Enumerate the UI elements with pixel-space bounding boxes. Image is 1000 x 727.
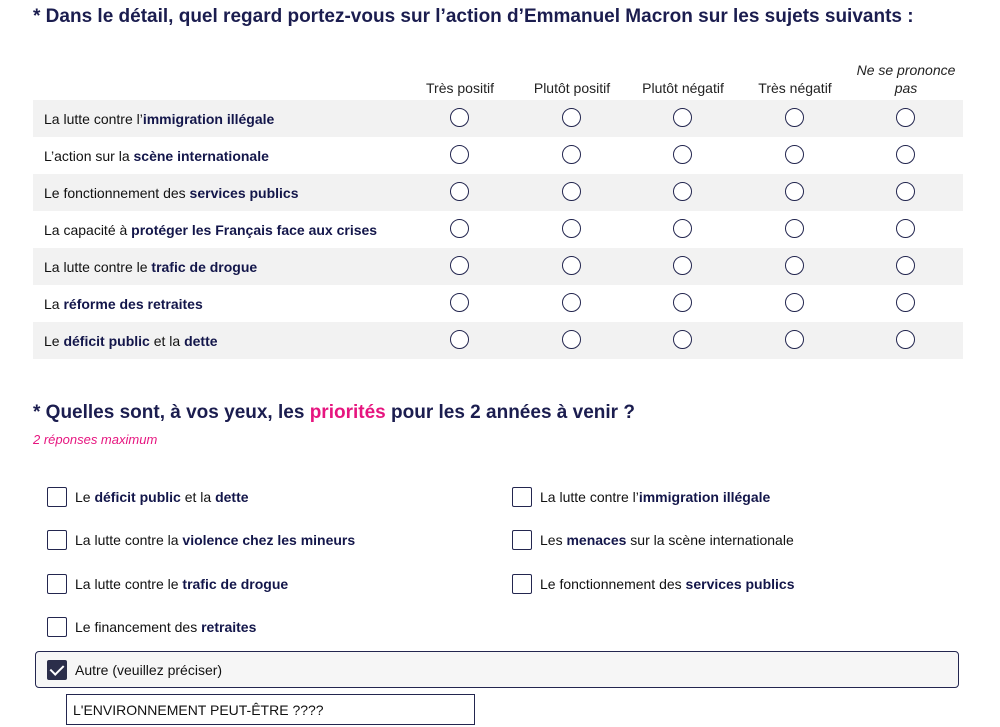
option-financement-retraites[interactable]	[47, 615, 256, 639]
column-header-ne-se-prononce-pas: Ne se prononce pas	[856, 62, 956, 96]
option-menaces-internationales[interactable]	[512, 528, 794, 552]
radio-plutot-positif[interactable]	[562, 219, 581, 238]
radio-tres-positif[interactable]	[450, 145, 469, 164]
radio-tres-negatif[interactable]	[785, 256, 804, 275]
option-label: Le déficit public et la dette	[75, 489, 249, 505]
radio-plutot-positif[interactable]	[562, 108, 581, 127]
option-trafic-drogue[interactable]	[47, 572, 288, 596]
checkbox-checked[interactable]	[47, 660, 67, 680]
option-autre[interactable]	[47, 658, 222, 682]
option-violence-mineurs[interactable]	[47, 528, 355, 552]
column-header-plutot-negatif: Plutôt négatif	[642, 80, 724, 96]
question-1-title: * Dans le détail, quel regard portez-vous sur l’action d’Emmanuel Macron sur les sujets suivants :	[33, 6, 914, 27]
radio-plutot-positif[interactable]	[562, 256, 581, 275]
radio-tres-positif[interactable]	[450, 293, 469, 312]
option-label: La lutte contre la violence chez les mineurs	[75, 532, 356, 548]
row-label: L’action sur la scène internationale	[44, 147, 269, 164]
checkbox[interactable]	[47, 530, 67, 550]
option-immigration[interactable]	[512, 485, 770, 509]
radio-tres-negatif[interactable]	[785, 219, 804, 238]
radio-tres-negatif[interactable]	[785, 108, 804, 127]
checkbox[interactable]	[47, 487, 67, 507]
radio-tres-positif[interactable]	[450, 256, 469, 275]
radio-tres-positif[interactable]	[450, 219, 469, 238]
checkbox[interactable]	[47, 617, 67, 637]
row-label: La lutte contre l’immigration illégale	[44, 110, 275, 127]
radio-ne-se-prononce-pas[interactable]	[896, 219, 915, 238]
radio-tres-negatif[interactable]	[785, 293, 804, 312]
row-label: La réforme des retraites	[44, 295, 203, 312]
radio-tres-positif[interactable]	[450, 330, 469, 349]
question-2-title: * Quelles sont, à vos yeux, les priorités pour les 2 années à venir ?	[33, 402, 635, 423]
radio-ne-se-prononce-pas[interactable]	[896, 256, 915, 275]
matrix-row-immigration	[33, 100, 963, 137]
matrix-row-deficit-dette	[33, 322, 963, 359]
radio-plutot-positif[interactable]	[562, 330, 581, 349]
radio-tres-positif[interactable]	[450, 108, 469, 127]
option-label: Autre (veuillez préciser)	[75, 662, 223, 678]
radio-plutot-negatif[interactable]	[673, 108, 692, 127]
row-label: La lutte contre le trafic de drogue	[44, 258, 258, 275]
matrix-row-services-publics	[33, 174, 963, 211]
column-header-tres-negatif: Très négatif	[758, 80, 832, 96]
row-label: La capacité à protéger les Français face aux crises	[44, 221, 378, 238]
radio-tres-negatif[interactable]	[785, 330, 804, 349]
checkbox[interactable]	[47, 574, 67, 594]
radio-plutot-negatif[interactable]	[673, 293, 692, 312]
question-2-subtitle: 2 réponses maximum	[33, 432, 158, 447]
checkbox[interactable]	[512, 487, 532, 507]
radio-plutot-positif[interactable]	[562, 293, 581, 312]
checkbox[interactable]	[512, 574, 532, 594]
radio-ne-se-prononce-pas[interactable]	[896, 293, 915, 312]
other-specify-input[interactable]	[66, 694, 475, 725]
option-label: La lutte contre le trafic de drogue	[75, 576, 289, 592]
radio-ne-se-prononce-pas[interactable]	[896, 145, 915, 164]
option-label: Le financement des retraites	[75, 619, 257, 635]
radio-tres-negatif[interactable]	[785, 182, 804, 201]
radio-tres-positif[interactable]	[450, 182, 469, 201]
column-header-tres-positif: Très positif	[426, 80, 494, 96]
option-label: Les menaces sur la scène internationale	[540, 532, 794, 548]
row-label: Le fonctionnement des services publics	[44, 184, 299, 201]
option-label: La lutte contre l’immigration illégale	[540, 489, 771, 505]
matrix-row-retraites	[33, 285, 963, 322]
radio-plutot-negatif[interactable]	[673, 182, 692, 201]
matrix-row-crises	[33, 211, 963, 248]
checkbox[interactable]	[512, 530, 532, 550]
radio-plutot-positif[interactable]	[562, 145, 581, 164]
radio-ne-se-prononce-pas[interactable]	[896, 182, 915, 201]
radio-plutot-positif[interactable]	[562, 182, 581, 201]
matrix-row-scene-internationale	[33, 137, 963, 174]
matrix-row-trafic-drogue	[33, 248, 963, 285]
radio-plutot-negatif[interactable]	[673, 256, 692, 275]
radio-plutot-negatif[interactable]	[673, 330, 692, 349]
radio-ne-se-prononce-pas[interactable]	[896, 330, 915, 349]
option-label: Le fonctionnement des services publics	[540, 576, 795, 592]
radio-plutot-negatif[interactable]	[673, 219, 692, 238]
option-deficit-dette[interactable]	[47, 485, 249, 509]
column-header-plutot-positif: Plutôt positif	[533, 80, 611, 96]
option-services-publics[interactable]	[512, 572, 795, 596]
radio-tres-negatif[interactable]	[785, 145, 804, 164]
radio-ne-se-prononce-pas[interactable]	[896, 108, 915, 127]
row-label: Le déficit public et la dette	[44, 332, 218, 349]
radio-plutot-negatif[interactable]	[673, 145, 692, 164]
